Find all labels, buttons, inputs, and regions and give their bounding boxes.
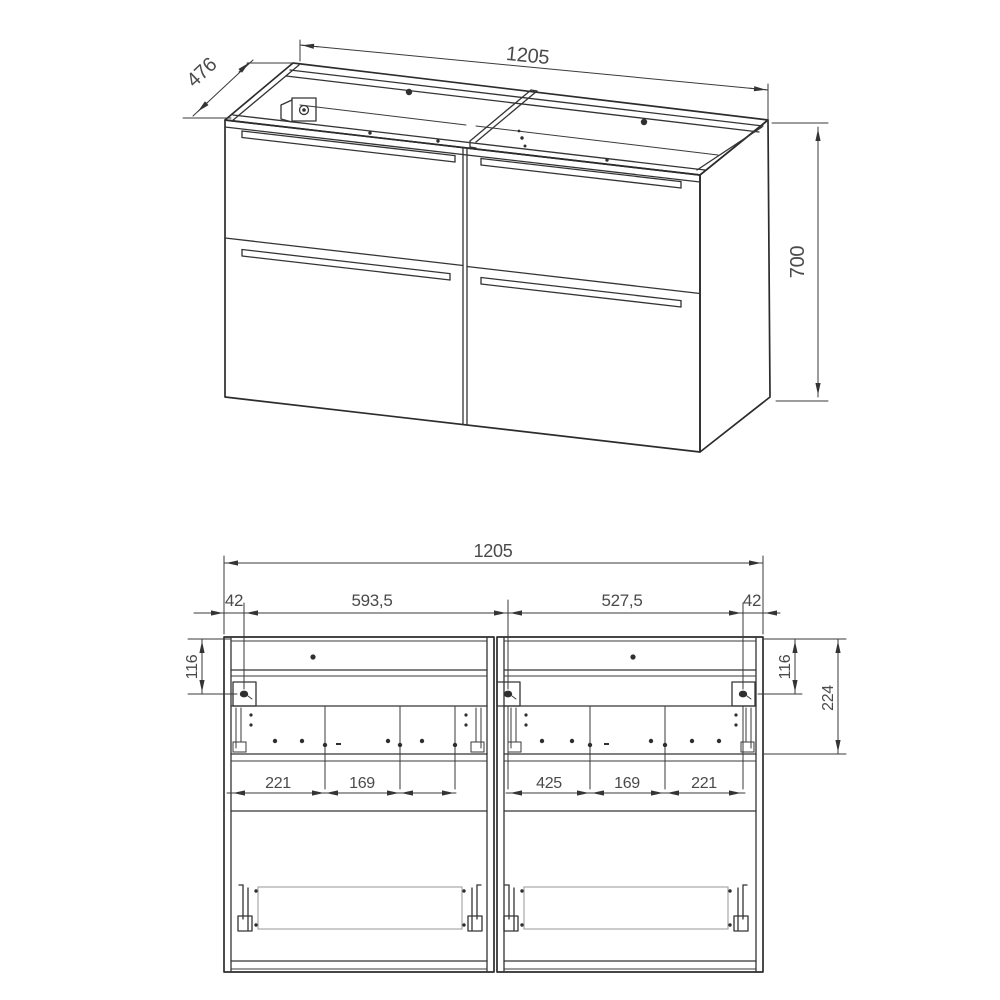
screw-hole [368, 131, 371, 134]
mounting-hole [739, 691, 747, 698]
dim-height-700 [772, 123, 828, 401]
rail-bracket [504, 885, 524, 931]
dim-label-right-hole-2: 169 [614, 775, 640, 792]
screw-hole [518, 130, 521, 133]
dim-left-116 [184, 639, 237, 694]
perspective-view [183, 40, 828, 452]
mounting-hole [504, 691, 512, 698]
screw-hole [605, 158, 608, 161]
drawer-handle [481, 278, 681, 308]
rail-bracket [462, 885, 482, 931]
screw-hole [630, 654, 635, 659]
rail-bracket [238, 885, 258, 931]
dim-label-perspective-depth: 476 [182, 53, 222, 92]
dim-label-left-hole-2: 169 [349, 775, 375, 792]
slide-bracket [734, 708, 754, 752]
screw-hole [406, 89, 412, 95]
screw-hole [436, 139, 439, 142]
dim-label-right-hole-1: 425 [536, 775, 562, 792]
screw-hole [310, 654, 315, 659]
drawer-handles [242, 131, 681, 307]
drawer-fronts [225, 148, 700, 425]
dim-label-right-drop: 116 [777, 654, 794, 680]
dim-label-slide-depth: 224 [820, 685, 837, 711]
screw-hole [520, 136, 523, 139]
dim-label-right-span: 527,5 [601, 591, 643, 610]
dim-label-left-drop: 116 [184, 654, 201, 680]
dim-label-front-overall: 1205 [473, 541, 513, 561]
front-elevation-view [184, 541, 846, 972]
dim-overall-1205 [224, 541, 763, 634]
slide-bracket [508, 708, 528, 752]
dim-holes-right [506, 775, 745, 793]
drawer-handle [481, 159, 681, 189]
dim-label-perspective-width: 1205 [504, 43, 551, 70]
dim-width-1205 [300, 40, 768, 122]
screw-hole [641, 119, 647, 125]
left-cabinet-unit [224, 637, 494, 972]
rail-bracket [728, 885, 748, 931]
dim-label-right-offset: 42 [742, 591, 762, 610]
drawer-handle [242, 250, 450, 281]
top-opening-rim [225, 65, 763, 182]
slide-bracket [464, 708, 484, 752]
bottom-drawer-rails [238, 885, 748, 931]
dim-label-left-hole-1: 221 [265, 775, 291, 792]
mounting-hole [240, 691, 248, 698]
dim-label-right-hole-3: 221 [691, 775, 717, 792]
drawer-handle [242, 131, 455, 162]
dim-label-left-offset: 42 [224, 591, 244, 610]
right-cabinet-unit [497, 637, 763, 972]
dim-label-left-span: 593,5 [351, 591, 393, 610]
slide-bracket [233, 708, 253, 752]
dim-label-perspective-height: 700 [787, 245, 809, 279]
dim-holes-left [227, 775, 456, 793]
screw-hole [524, 145, 527, 148]
sink-mounting-bracket [281, 98, 316, 122]
